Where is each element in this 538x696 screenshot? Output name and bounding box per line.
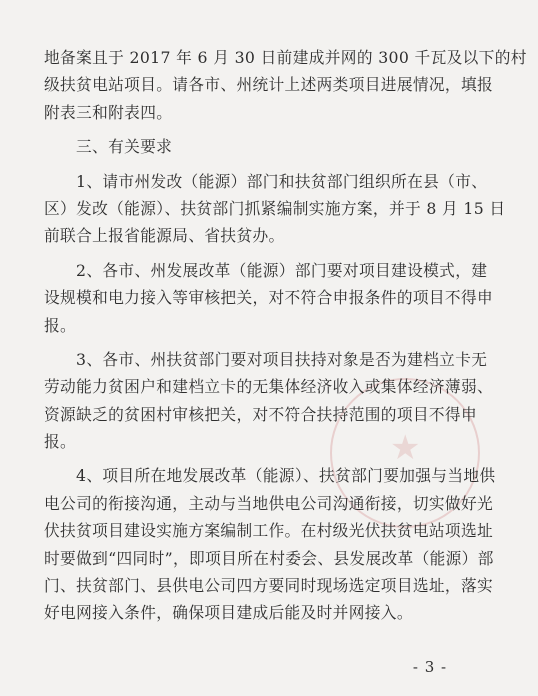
requirement-2-line: 设规模和电力接入等审核把关，对不符合申报条件的项目不得申 [44,288,494,308]
requirement-3-line: 资源缺乏的贫困村审核把关，对不符合扶持范围的项目不得申 [44,404,478,424]
requirement-3-line: 劳动能力贫困户和建档立卡的无集体经济收入或集体经济薄弱、 [44,377,494,397]
document-body [44,44,527,627]
body-line: 地备案且于 2017 年 6 月 30 日前建成并网的 300 千瓦及以下的村 [44,48,527,67]
requirement-4-line: 好电网接入条件，确保项目建成后能及时并网接入。 [44,603,413,623]
requirement-4-line: 时要做到“四同时”，即项目所在村委会、县发展改革（能源）部 [44,548,494,568]
body-line: 附表三和附表四。 [44,102,173,122]
body-line: 级扶贫电站项目。请各市、州统计上述两类项目进展情况，填报 [44,75,494,95]
seal-star-icon: ★ [390,428,421,468]
requirement-4-line: 门、扶贫部门、县供电公司四方要同时现场选定项目选址，落实 [44,576,494,596]
requirement-3-line: 3、各市、州扶贫部门要对项目扶持对象是否为建档立卡无 [76,349,488,369]
requirement-4-line: 4、项目所在地发展改革（能源）、扶贫部门要加强与当地供 [76,466,496,486]
requirement-2-line: 报。 [44,315,77,335]
requirement-1-line: 区）发改（能源）、扶贫部门抓紧编制实施方案，并于 8 月 15 日 [44,198,506,218]
section-heading: 三、有关要求 [76,137,173,157]
page-number: - 3 - [412,658,448,676]
requirement-2-line: 2、各市、州发展改革（能源）部门要对项目建设模式，建 [76,260,488,280]
requirement-4-line: 伏扶贫项目建设实施方案编制工作。在村级光伏扶贫电站项选址 [44,521,494,541]
requirement-1-line: 1、请市州发改（能源）部门和扶贫部门组织所在县（市、 [76,171,488,191]
requirement-4-line: 电公司的衔接沟通，主动与当地供电公司沟通衔接，切实做好光 [44,493,494,513]
requirement-1-line: 前联合上报省能源局、省扶贫办。 [44,226,285,246]
requirement-3-line: 报。 [44,432,77,452]
